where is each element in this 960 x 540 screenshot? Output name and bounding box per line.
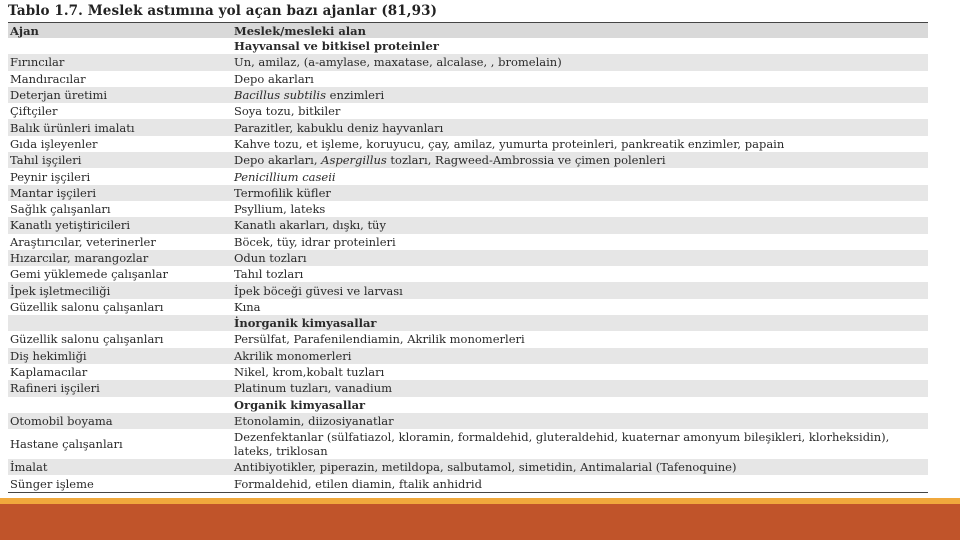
occupation-cell: Kına (234, 299, 261, 314)
table-header-row (8, 23, 928, 39)
agent-cell: Fırıncılar (10, 55, 65, 70)
table-row (8, 429, 928, 459)
table-row (8, 54, 928, 70)
agent-cell: Kaplamacılar (10, 365, 88, 380)
agent-cell: Mandıracılar (10, 71, 86, 86)
agent-cell: Gemi yüklemede çalışanlar (10, 267, 168, 282)
section-title: İnorganik kimyasallar (234, 316, 377, 331)
section-header-row (8, 315, 928, 331)
agent-cell: Sağlık çalışanları (10, 202, 111, 217)
table-title: Tablo 1.7. Meslek astımına yol açan bazı ajanlar (81,93) (8, 3, 438, 19)
cell-text: enzimleri (325, 88, 385, 103)
table-row (8, 380, 928, 396)
table-row (8, 299, 928, 315)
occupation-cell: Persülfat, Parafenilendiamin, Akrilik monomerleri (234, 332, 525, 347)
occupation-cell: Soya tozu, bitkiler (234, 104, 341, 119)
section-header-row (8, 38, 928, 54)
occupation-cell: Psyllium, lateks (234, 202, 326, 217)
header-occupation: Meslek/mesleki alan (232, 23, 928, 39)
occupation-cell: Dezenfektanlar (sülfatiazol, kloramin, formaldehid, gluteraldehid, kuaternar amonyum bileşikleri, klorheksidin), lateks, triklosan (234, 430, 890, 459)
agent-cell (8, 315, 232, 331)
agent-cell (8, 38, 232, 54)
agent-cell: İmalat (10, 460, 48, 475)
agent-cell: İpek işletmeciliği (10, 283, 111, 298)
table-row (8, 413, 928, 429)
table-row (8, 168, 928, 184)
agent-cell: Peynir işçileri (10, 169, 91, 184)
table-row (8, 331, 928, 347)
agent-cell: Hastane çalışanları (10, 437, 123, 452)
table-row (8, 87, 928, 103)
species-name: Penicillium caseii (234, 169, 336, 184)
table-row (8, 234, 928, 250)
agent-cell: Güzellik salonu çalışanları (10, 299, 164, 314)
section-header-row (8, 397, 928, 413)
occupation-cell: Termofilik küfler (234, 185, 331, 200)
table-row (8, 119, 928, 135)
table-row (8, 348, 928, 364)
occupational-asthma-table (8, 2, 928, 493)
cell-text: tozları, Ragweed-Ambrossia ve çimen polenleri (386, 153, 666, 168)
occupation-cell: Akrilik monomerleri (234, 348, 352, 363)
occupation-cell: Parazitler, kabuklu deniz hayvanları (234, 120, 444, 135)
occupation-cell: Tahıl tozları (234, 267, 304, 282)
table-row (8, 152, 928, 168)
agent-cell: Gıda işleyenler (10, 136, 98, 151)
footer-bar (0, 504, 960, 540)
agent-cell: Mantar işçileri (10, 185, 97, 200)
occupation-cell: Antibiyotikler, piperazin, metildopa, salbutamol, simetidin, Antimalarial (Tafenoquine) (234, 460, 737, 475)
agent-cell (8, 397, 232, 413)
agent-cell: Otomobil boyama (10, 413, 113, 428)
occupation-cell: Platinum tuzları, vanadium (234, 381, 393, 396)
occupation-cell: Odun tozları (234, 251, 307, 265)
agent-cell: Hızarcılar, marangozlar (10, 251, 149, 265)
agent-cell: Çiftçiler (10, 104, 58, 119)
occupation-cell: Depo akarları (234, 71, 314, 86)
table-row (8, 201, 928, 217)
table-row (8, 103, 928, 119)
table-row (8, 459, 928, 475)
table-row (8, 136, 928, 152)
occupation-cell (232, 152, 928, 168)
occupation-cell: Nikel, krom,kobalt tuzları (234, 365, 385, 380)
species-name: Bacillus subtilis (234, 88, 326, 103)
agent-cell: Diş hekimliği (10, 348, 87, 363)
occupation-cell: Kanatlı akarları, dışkı, tüy (234, 218, 386, 233)
table-row (8, 71, 928, 87)
agent-cell: Kanatlı yetiştiricileri (10, 218, 131, 233)
occupation-cell (232, 87, 928, 103)
agent-cell: Tahıl işçileri (10, 153, 82, 168)
occupation-cell: Formaldehid, etilen diamin, ftalik anhidrid (232, 475, 928, 492)
species-name: Aspergillus (321, 153, 387, 168)
cell-text-prefix: Depo akarları, (234, 153, 322, 168)
section-title: Hayvansal ve bitkisel proteinler (234, 39, 439, 54)
table-body (8, 38, 928, 492)
occupation-cell: Etonolamin, diizosiyanatlar (234, 413, 394, 428)
table-row (8, 282, 928, 298)
agent-cell: Sünger işleme (8, 475, 232, 492)
occupation-cell: İpek böceği güvesi ve larvası (234, 283, 403, 298)
table-row (8, 475, 928, 492)
occupation-cell: Böcek, tüy, idrar proteinleri (234, 234, 396, 249)
occupation-cell: Un, amilaz, (a-amylase, maxatase, alcalase, , bromelain) (234, 55, 562, 70)
agent-cell: Rafineri işçileri (10, 381, 100, 396)
section-title: Organik kimyasallar (234, 397, 366, 412)
occupation-cell: Kahve tozu, et işleme, koruyucu, çay, amilaz, yumurta proteinleri, pankreatik enzimler, papain (234, 136, 785, 151)
table-row (8, 250, 928, 266)
table-row (8, 266, 928, 282)
agents-table (8, 22, 928, 493)
table-row (8, 185, 928, 201)
agent-cell: Güzellik salonu çalışanları (10, 332, 164, 347)
agent-cell: Balık ürünleri imalatı (10, 120, 135, 135)
agent-cell: Araştırıcılar, veterinerler (10, 234, 156, 249)
table-row (8, 364, 928, 380)
occupation-cell (232, 168, 928, 184)
agent-cell: Deterjan üretimi (10, 88, 108, 103)
table-row (8, 217, 928, 233)
header-agent: Ajan (8, 23, 232, 39)
